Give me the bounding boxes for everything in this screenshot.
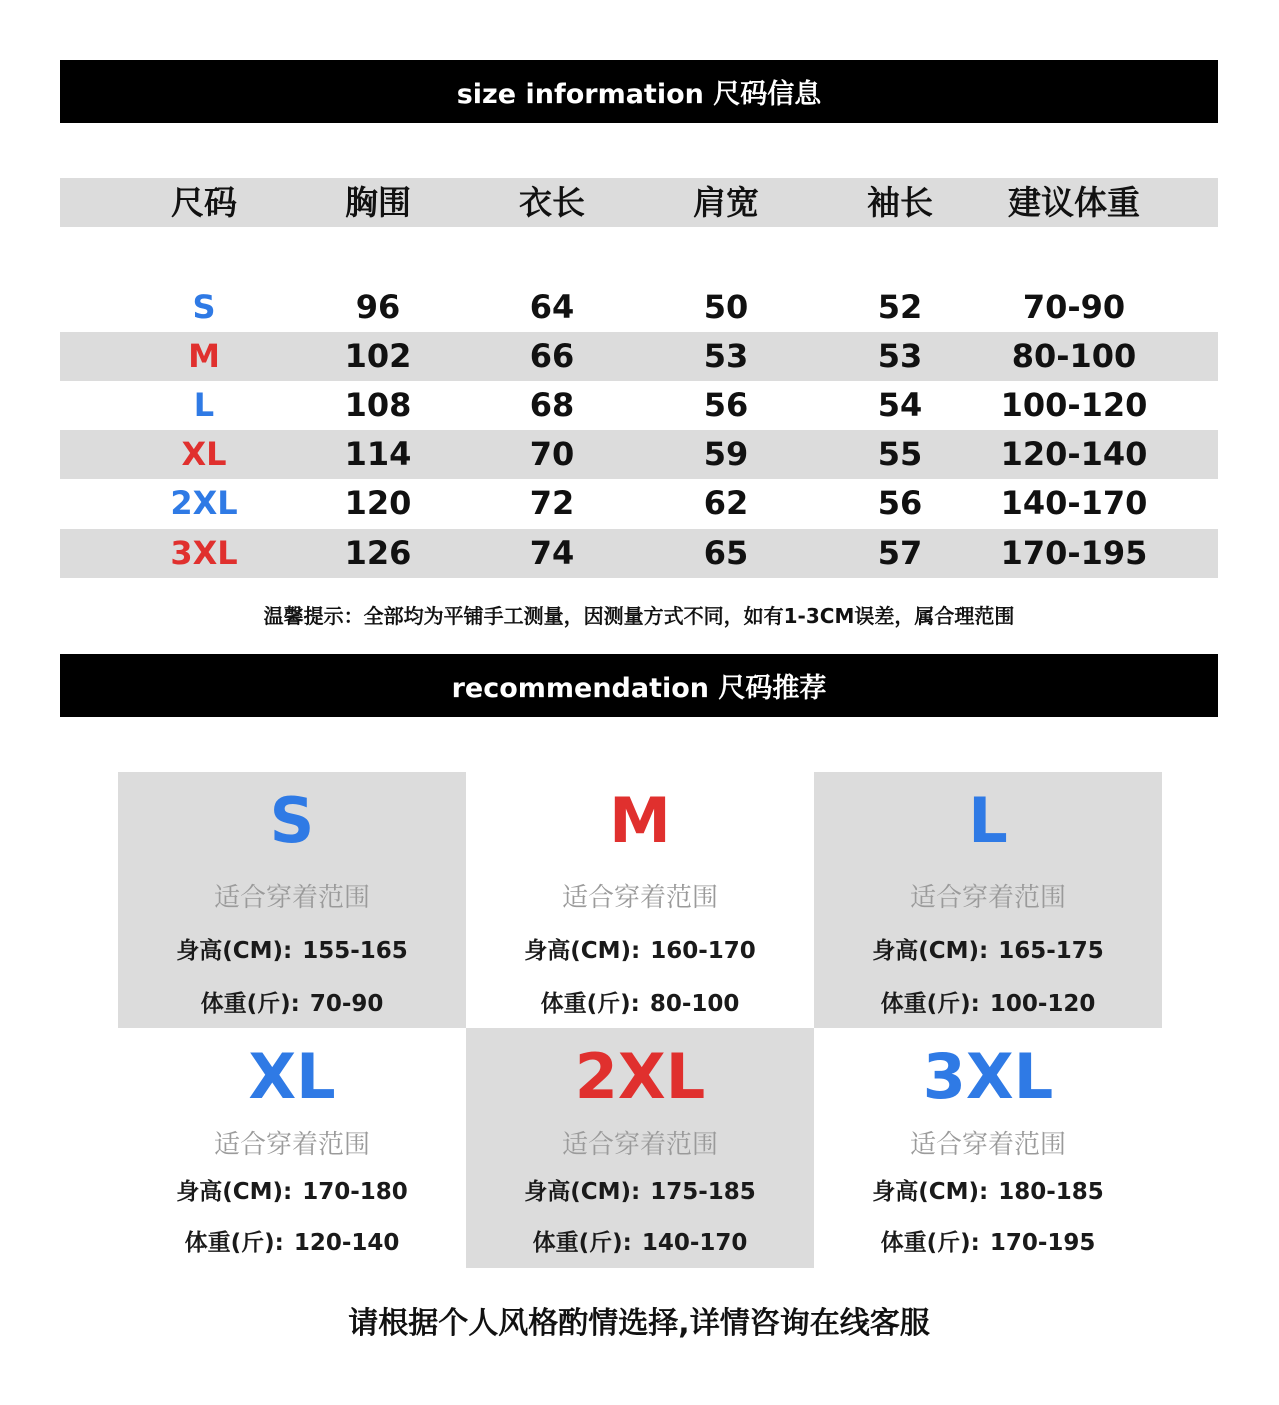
height-value: 155-165 [302, 938, 408, 964]
weight-label: 体重(斤): [532, 1230, 632, 1256]
card-height-line [814, 932, 1162, 965]
height-value: 170-180 [302, 1179, 408, 1205]
header-size: 尺码 [171, 183, 237, 222]
row-size: 2XL [170, 484, 238, 522]
weight-label: 体重(斤): [540, 991, 640, 1017]
weight-label: 体重(斤): [880, 991, 980, 1017]
card-weight-line [814, 985, 1162, 1018]
card-size-label: L [968, 784, 1008, 857]
row-length: 64 [529, 288, 575, 326]
size-card-xl [118, 1028, 466, 1268]
card-weight-line [466, 985, 814, 1018]
row-chest: 114 [344, 435, 412, 473]
height-label: 身高(CM): [524, 1179, 641, 1205]
header-chest: 胸围 [345, 183, 411, 222]
size-card-2xl [466, 1028, 814, 1268]
height-value: 165-175 [998, 938, 1104, 964]
row-weight: 140-170 [1000, 484, 1148, 522]
table-row [60, 529, 1218, 578]
header-sleeve: 袖长 [867, 183, 933, 222]
row-sleeve: 53 [877, 337, 923, 375]
row-shoulder: 65 [703, 534, 749, 572]
row-chest: 126 [344, 534, 412, 572]
height-value: 180-185 [998, 1179, 1104, 1205]
card-size-label: XL [248, 1040, 336, 1113]
card-subtitle: 适合穿着范围 [909, 883, 1066, 913]
card-subtitle: 适合穿着范围 [213, 1130, 370, 1160]
height-label: 身高(CM): [872, 1179, 989, 1205]
card-size-label: S [269, 784, 315, 857]
card-height-line [466, 1173, 814, 1206]
card-height-line [814, 1173, 1162, 1206]
recommendation-banner [60, 654, 1218, 717]
size-card-m [466, 772, 814, 1028]
row-weight: 80-100 [1011, 337, 1137, 375]
recommendation-title: recommendation 尺码推荐 [451, 673, 827, 704]
row-chest: 120 [344, 484, 412, 522]
row-length: 68 [529, 386, 575, 424]
row-length: 72 [529, 484, 575, 522]
card-subtitle: 适合穿着范围 [213, 883, 370, 913]
table-row [60, 430, 1218, 479]
card-height-line [118, 932, 466, 965]
weight-label: 体重(斤): [184, 1230, 284, 1256]
row-size: XL [181, 435, 227, 473]
height-value: 160-170 [650, 938, 756, 964]
size-information-banner [60, 60, 1218, 123]
card-subtitle: 适合穿着范围 [561, 1130, 718, 1160]
row-shoulder: 56 [703, 386, 749, 424]
size-card-3xl [814, 1028, 1162, 1268]
row-shoulder: 59 [703, 435, 749, 473]
table-row [60, 332, 1218, 381]
card-weight-line [118, 985, 466, 1018]
height-label: 身高(CM): [872, 938, 989, 964]
row-weight: 120-140 [1000, 435, 1148, 473]
row-sleeve: 56 [877, 484, 923, 522]
row-length: 74 [529, 534, 575, 572]
measurement-note: 温馨提示：全部均为平铺手工测量，因测量方式不同，如有1-3CM误差，属合理范围 [263, 604, 1015, 628]
weight-label: 体重(斤): [880, 1230, 980, 1256]
height-value: 175-185 [650, 1179, 756, 1205]
weight-label: 体重(斤): [200, 991, 300, 1017]
row-shoulder: 53 [703, 337, 749, 375]
row-sleeve: 54 [877, 386, 923, 424]
card-height-line [118, 1173, 466, 1206]
row-size: 3XL [170, 534, 238, 572]
row-weight: 170-195 [1000, 534, 1148, 572]
row-weight: 70-90 [1022, 288, 1126, 326]
header-length: 衣长 [519, 183, 585, 222]
weight-value: 80-100 [649, 991, 740, 1017]
row-size: L [193, 386, 215, 424]
card-size-label: 3XL [922, 1040, 1054, 1113]
size-information-title: size information 尺码信息 [456, 79, 822, 110]
table-row [60, 479, 1218, 528]
row-sleeve: 55 [877, 435, 923, 473]
row-chest: 96 [355, 288, 401, 326]
weight-value: 120-140 [293, 1230, 400, 1256]
row-size: S [192, 288, 216, 326]
row-size: M [188, 337, 220, 375]
row-weight: 100-120 [1000, 386, 1148, 424]
row-sleeve: 57 [877, 534, 923, 572]
weight-value: 170-195 [989, 1230, 1096, 1256]
size-card-s [118, 772, 466, 1028]
card-size-label: 2XL [574, 1040, 706, 1113]
size-card-l [814, 772, 1162, 1028]
footer-advice: 请根据个人风格酌情选择,详情咨询在线客服 [348, 1306, 930, 1341]
card-size-label: M [609, 784, 671, 857]
row-length: 66 [529, 337, 575, 375]
row-sleeve: 52 [877, 288, 923, 326]
row-length: 70 [529, 435, 575, 473]
table-row [60, 381, 1218, 430]
card-height-line [466, 932, 814, 965]
height-label: 身高(CM): [176, 1179, 293, 1205]
height-label: 身高(CM): [176, 938, 293, 964]
row-shoulder: 50 [703, 288, 749, 326]
header-shoulder: 肩宽 [693, 183, 759, 222]
table-header-row [60, 178, 1218, 227]
weight-value: 100-120 [989, 991, 1096, 1017]
row-shoulder: 62 [703, 484, 749, 522]
weight-value: 70-90 [309, 991, 384, 1017]
height-label: 身高(CM): [524, 938, 641, 964]
card-subtitle: 适合穿着范围 [561, 883, 718, 913]
card-weight-line [466, 1224, 814, 1257]
card-weight-line [814, 1224, 1162, 1257]
card-weight-line [118, 1224, 466, 1257]
row-chest: 102 [344, 337, 412, 375]
weight-value: 140-170 [641, 1230, 748, 1256]
header-weight: 建议体重 [1008, 183, 1140, 222]
row-chest: 108 [344, 386, 412, 424]
card-subtitle: 适合穿着范围 [909, 1130, 1066, 1160]
table-row [60, 283, 1218, 332]
